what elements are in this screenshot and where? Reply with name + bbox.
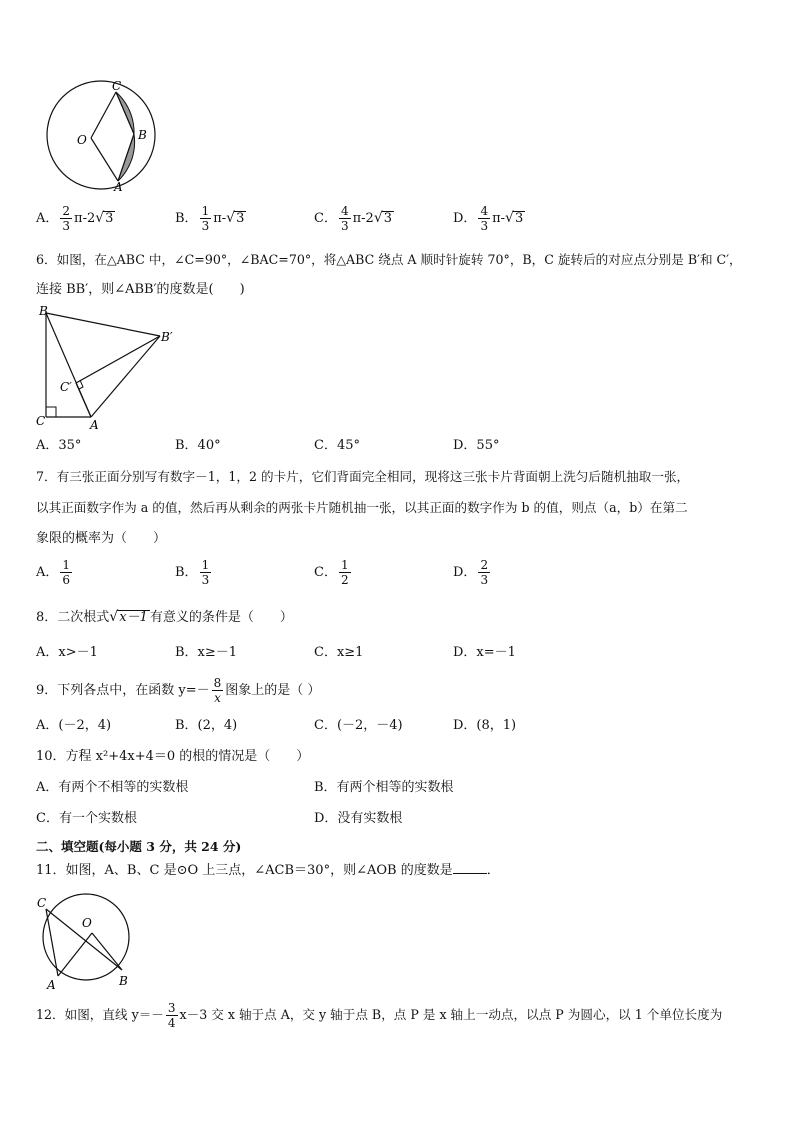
q9-option-c: C．(－2，－4) (314, 718, 403, 733)
q5-label-b: B (138, 128, 147, 142)
q6-option-d: D．55° (453, 438, 500, 453)
answer-blank[interactable] (453, 861, 487, 874)
q11-figure (30, 893, 140, 993)
q6-label-b-prime: B′ (161, 330, 173, 344)
q5-figure (34, 78, 164, 193)
q6-line1: 6．如图，在△ABC 中，∠C=90°，∠BAC=70°，将△ABC 绕点 A 顺时针旋转 70°，B，C 旋转后的对应点分别是 B′和 C′， (36, 252, 742, 267)
q10-option-d: D．没有实数根 (314, 811, 403, 826)
q8-option-a: A．x>－1 (36, 645, 98, 660)
q9-option-d: D．(8，1) (453, 718, 517, 733)
q9-option-b: B．(2，4) (175, 718, 238, 733)
q11-label-c: C (37, 896, 47, 910)
q6-line2: 连接 BB′，则∠ABB′的度数是( ) (36, 282, 245, 297)
q6-label-c: C (36, 414, 46, 428)
q8-option-d: D．x=－1 (453, 645, 516, 660)
q6-label-b: B (39, 304, 48, 318)
q9-option-a: A．(－2，4) (36, 718, 112, 733)
q9-question: 9．下列各点中，在函数 y=－ $\frac{8}{x}$ 图象上的是（ ） (36, 676, 321, 705)
q6-option-c: C．45° (314, 438, 360, 453)
q7-option-a: A． $\frac{1}{6}$ (36, 558, 71, 587)
q7-option-c: C． $\frac{1}{2}$ (314, 558, 349, 587)
q7-line3: 象限的概率为（ ） (36, 531, 167, 546)
q7-line1: 7．有三张正面分别写有数字－1，1，2 的卡片，它们背面完全相同，现将这三张卡片背面朝上洗匀后随机抽取一张， (36, 469, 690, 484)
q5-label-c: C (112, 79, 122, 93)
q5-label-a: A (114, 180, 123, 193)
q12-question: 12．如图，直线 y＝－ $\frac{3}{4}$ x－3 交 x 轴于点 A，交 y 轴于点 B，点 P 是 x 轴上一动点，以点 P 为圆心，以 1 个单位长度为 (36, 1001, 723, 1030)
q5-option-c: C． $\frac{4}{3}$ π-2√3 (314, 204, 393, 233)
q11-label-a: A (47, 978, 56, 992)
q11-label-b: B (119, 974, 128, 988)
q6-label-c-prime: C′ (60, 380, 72, 394)
q10-option-a: A．有两个不相等的实数根 (36, 780, 189, 795)
q5-label-o: O (77, 133, 87, 147)
q8-option-c: C．x≥1 (314, 645, 364, 660)
q6-option-a: A．35° (36, 438, 82, 453)
q8-question: 8．二次根式√x－1 有意义的条件是（ ） (36, 609, 293, 625)
q5-option-a: A． $\frac{2}{3}$ π-2√3 (36, 204, 114, 233)
q7-line2: 以其正面数字作为 a 的值，然后再从剩余的两张卡片随机抽一张，以其正面的数字作为 b 的值，则点（a，b）在第二 (36, 500, 688, 515)
q10-option-b: B．有两个相等的实数根 (314, 780, 454, 795)
q10-option-c: C．有一个实数根 (36, 811, 137, 826)
q11-label-o: O (82, 916, 92, 930)
q11-question: 11．如图，A、B、C 是⊙O 上三点，∠ACB＝30°，则∠AOB 的度数是 ． (36, 863, 500, 878)
q6-option-b: B．40° (175, 438, 221, 453)
q5-option-b: B． $\frac{1}{3}$ π-√3 (175, 204, 245, 233)
q8-option-b: B．x≥－1 (175, 645, 238, 660)
q7-option-b: B． $\frac{1}{3}$ (175, 558, 210, 587)
q5-option-d: D． $\frac{4}{3}$ π-√3 (453, 204, 524, 233)
q6-label-a: A (90, 418, 99, 432)
q7-option-d: D． $\frac{2}{3}$ (453, 558, 489, 587)
q6-figure (34, 303, 184, 433)
section-heading: 二、填空题(每小题 3 分，共 24 分) (36, 839, 242, 854)
q10-question: 10．方程 x²+4x+4＝0 的根的情况是（ ） (36, 749, 310, 764)
